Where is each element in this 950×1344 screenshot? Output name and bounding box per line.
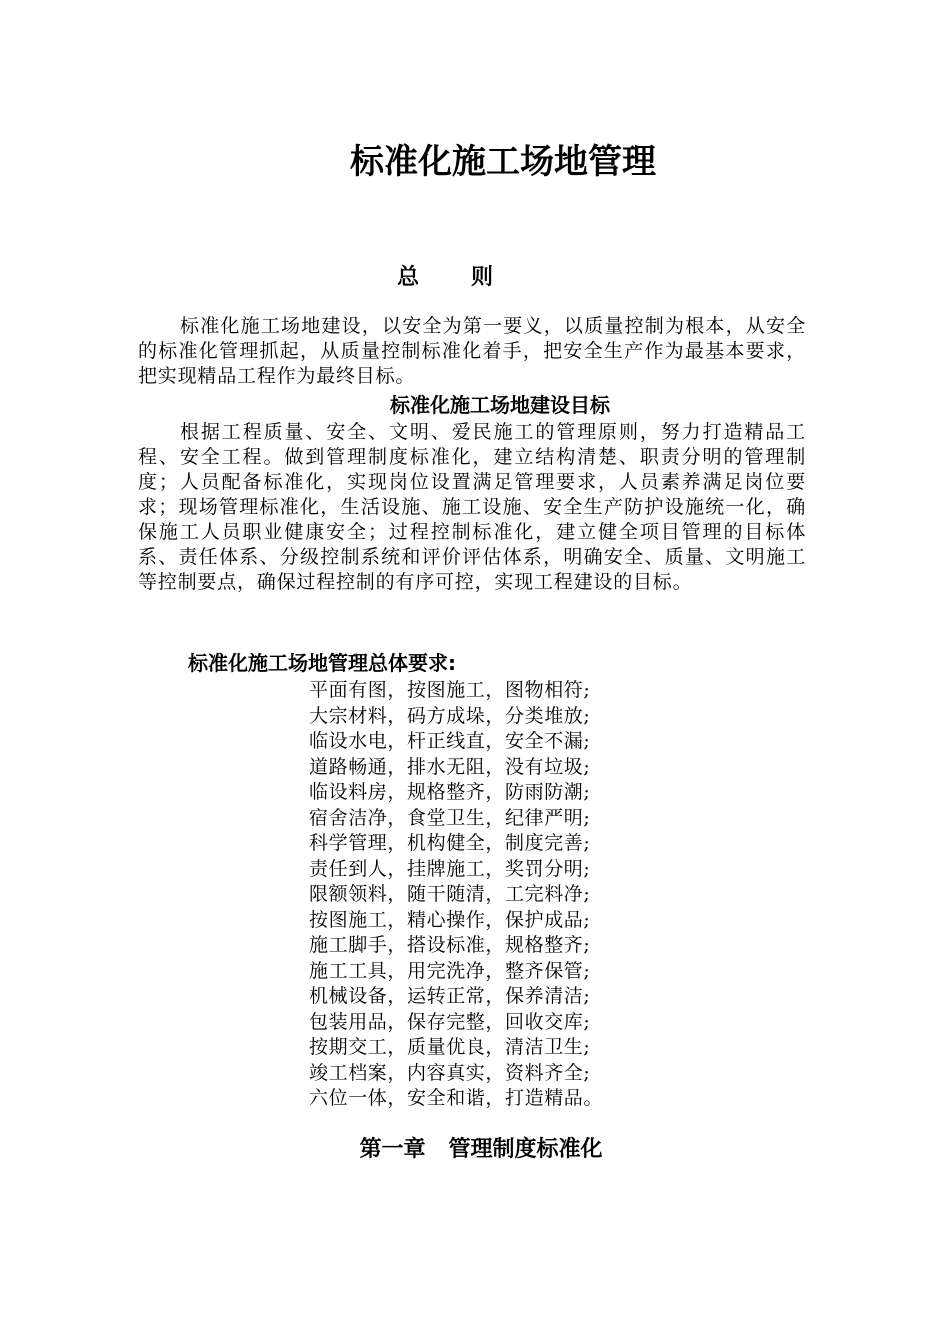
list-item: 按图施工，精心操作，保护成品; [309,908,591,931]
construction-goals-paragraph: 根据工程质量、安全、文明、爱民施工的管理原则，努力打造精品工程、安全工程。做到管理制度标准化，建立结构清楚、职责分明的管理制度；人员配备标准化，实现岗位设置满足管理要求，人员素养满足岗位要求；现场管理标准化，生活设施、施工设施、安全生产防护设施统一化，确保施工人员职业健康安全；过程控制标准化，建立健全项目管理的目标体系、责任体系、分级控制系统和评价评估体系，明确安全、质量、文明施工等控制要点，确保过程控制的有序可控，实现工程建设的目标。 [138,421,806,593]
general-principles-heading: 总则 [396,265,545,290]
list-item: 竣工档案，内容真实，资料齐全; [309,1061,591,1084]
document-title: 标准化施工场地管理 [350,142,656,182]
list-item: 道路畅通，排水无阻，没有垃圾; [309,755,591,778]
list-item: 限额领料，随干随清，工完料净; [309,883,591,905]
list-item: 施工工具，用完洗净，整齐保管; [309,959,591,982]
list-item: 施工脚手，搭设标准，规格整齐; [309,934,591,956]
list-item: 机械设备，运转正常，保养清洁; [309,985,591,1007]
overall-requirements-heading-suffix: : [448,651,456,675]
chapter-one-heading: 第一章 管理制度标准化 [359,1137,603,1162]
construction-goals-heading: 标准化施工场地建设目标 [390,393,610,417]
overall-requirements-heading [188,649,456,677]
overall-requirements-heading-bold: 总体要求 [368,651,448,675]
list-item: 平面有图，按图施工，图物相符; [309,679,591,701]
list-item: 临设料房，规格整齐，防雨防潮; [309,781,591,803]
list-item: 临设水电，杆正线直，安全不漏; [309,730,591,752]
list-item: 包装用品，保存完整，回收交库; [309,1010,591,1033]
overall-requirements-heading-prefix: 标准化施工场地管理 [188,651,368,675]
list-item: 责任到人，挂牌施工，奖罚分明; [309,857,591,880]
list-item: 宿舍洁净，食堂卫生，纪律严明; [309,806,591,829]
list-item: 科学管理，机构健全，制度完善; [309,832,591,854]
list-item: 按期交工，质量优良，清洁卫生; [309,1036,591,1058]
general-principles-paragraph: 标准化施工场地建设，以安全为第一要义，以质量控制为根本，从安全的标准化管理抓起，从质量控制标准化着手，把安全生产作为最基本要求，把实现精品工程作为最终目标。 [138,315,806,387]
list-item: 大宗材料，码方成垛，分类堆放; [309,704,591,727]
list-item: 六位一体，安全和谐，打造精品。 [309,1087,604,1109]
requirements-list [309,678,603,1112]
